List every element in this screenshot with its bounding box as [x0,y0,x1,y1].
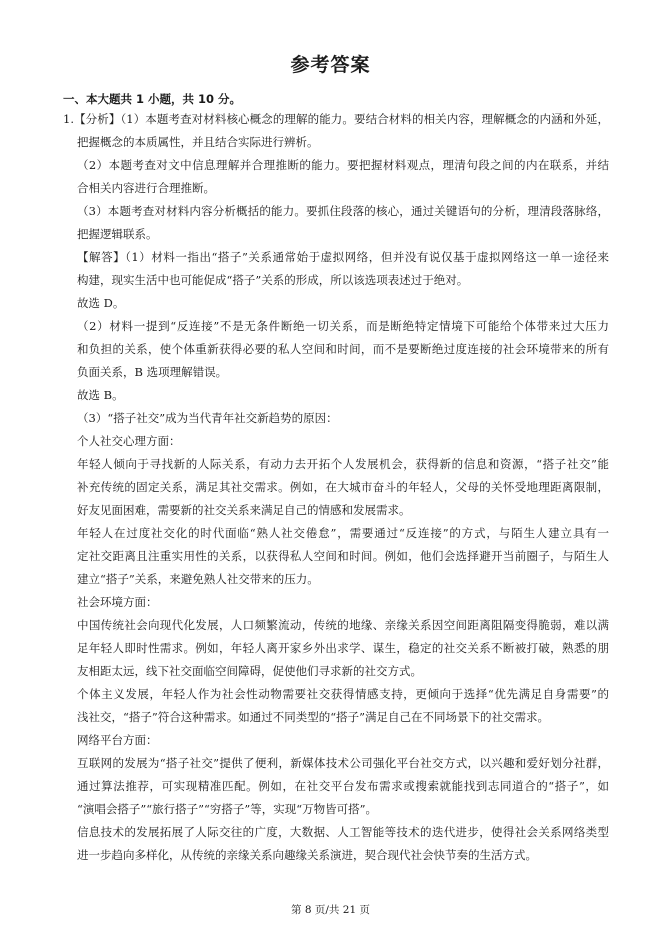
text-line: 友相距太远，线下社交面临空间障碍，促使他们寻求新的社交方式。 [77,664,422,678]
text-line: 浅社交，“搭子”符合这种需求。如通过不同类型的“搭子”满足自己在不同场景下的社交需求。 [77,710,550,724]
text-line: 把握逻辑联系。 [77,227,158,241]
text-line: 合相关内容进行合理推断。 [77,181,215,195]
page-title: 参考答案 [290,54,371,76]
text-line: 个体主义发展，年轻人作为社会性动物需要社交获得情感支持，更倾向于选择“优先满足自身需要”的 [77,687,609,701]
text-line: “演唱会搭子”“旅行搭子”“穷搭子”等，实现“万物皆可搭”。 [77,802,378,816]
text-line: 定社交距离且注重实用性的关系，以获得私人空间和时间。例如，他们会选择避开当前圈子，与陌生人 [77,549,609,563]
text-line: 故选 B。 [77,388,124,402]
text-line: 年轻人倾向于寻找新的人际关系，有动力去开拓个人发展机会，获得新的信息和资源，“搭子社交”能 [77,457,609,471]
text-line: 构建，现实生活中也可能促成“搭子”关系的形成，所以该选项表述过于绝对。 [77,273,469,287]
page-footer: 第 8 页/共 21 页 [291,904,370,916]
text-line: 1.【分析】（1）本题考查对材料核心概念的理解的能力。要结合材料的相关内容，理解概念的内涵和外延， [63,112,609,126]
text-line: （3）“搭子社交”成为当代青年社交新趋势的原因： [77,411,338,425]
text-line: 把握概念的本质属性，并且结合实际进行辨析。 [77,135,319,149]
text-line: 进一步趋向多样化，从传统的亲缘关系向趣缘关系演进，契合现代社会快节奏的生活方式。 [77,848,537,862]
text-line: （3）本题考查对材料内容分析概括的能力。要抓住段落的核心，通过关键语句的分析，理清段落脉络， [77,204,609,218]
text-line: 中国传统社会向现代化发展，人口频繁流动，传统的地缘、亲缘关系因空间距离阻隔变得脆弱，难以满 [77,618,609,632]
section-heading: 一、本大题共 1 小题，共 10 分。 [63,92,242,106]
text-line: 【解答】（1）材料一指出“搭子”关系通常始于虚拟网络，但并没有说仅基于虚拟网络这一单一途径来 [77,250,609,264]
text-line: （2）材料一提到“反连接”不是无条件断绝一切关系，而是断绝特定情境下可能给个体带来过大压力 [77,319,609,333]
text-line: 社会环境方面： [77,595,158,609]
text-line: 个人社交心理方面： [77,434,181,448]
text-line: （2）本题考查对文中信息理解并合理推断的能力。要把握材料观点，理清句段之间的内在联系，并结 [77,158,609,172]
text-line: 足年轻人即时性需求。例如，年轻人离开家乡外出求学、谋生，稳定的社交关系不断被打破，熟悉的朋 [77,641,609,655]
text-line: 年轻人在过度社交化的时代面临“熟人社交倦怠”，需要通过“反连接”的方式，与陌生人建立具有一 [77,526,609,540]
text-line: 补充传统的固定关系，满足其社交需求。例如，在大城市奋斗的年轻人，父母的关怀受地理距离限制， [77,480,609,494]
text-line: 和负担的关系，使个体重新获得必要的私人空间和时间，而不是要断绝过度连接的社会环境带来的所有 [77,342,609,356]
text-line: 好友见面困难，需要新的社交关系来满足自己的情感和发展需求。 [77,503,411,517]
text-line: 网络平台方面： [77,733,158,747]
text-line: 互联网的发展为“搭子社交”提供了便利，新媒体技术公司强化平台社交方式，以兴趣和爱好划分社群， [77,756,609,770]
answer-body [63,108,609,867]
text-line: 故选 D。 [77,296,125,310]
text-line: 通过算法推荐，可实现精准匹配。例如，在社交平台发布需求或搜索就能找到志同道合的“搭子”，如 [77,779,609,793]
text-line: 负面关系，B 选项理解错误。 [77,365,228,379]
text-line: 建立“搭子”关系，来避免熟人社交带来的压力。 [77,572,319,586]
text-line: 信息技术的发展拓展了人际交往的广度，大数据、人工智能等技术的迭代进步，使得社会关系网络类型 [77,825,609,839]
